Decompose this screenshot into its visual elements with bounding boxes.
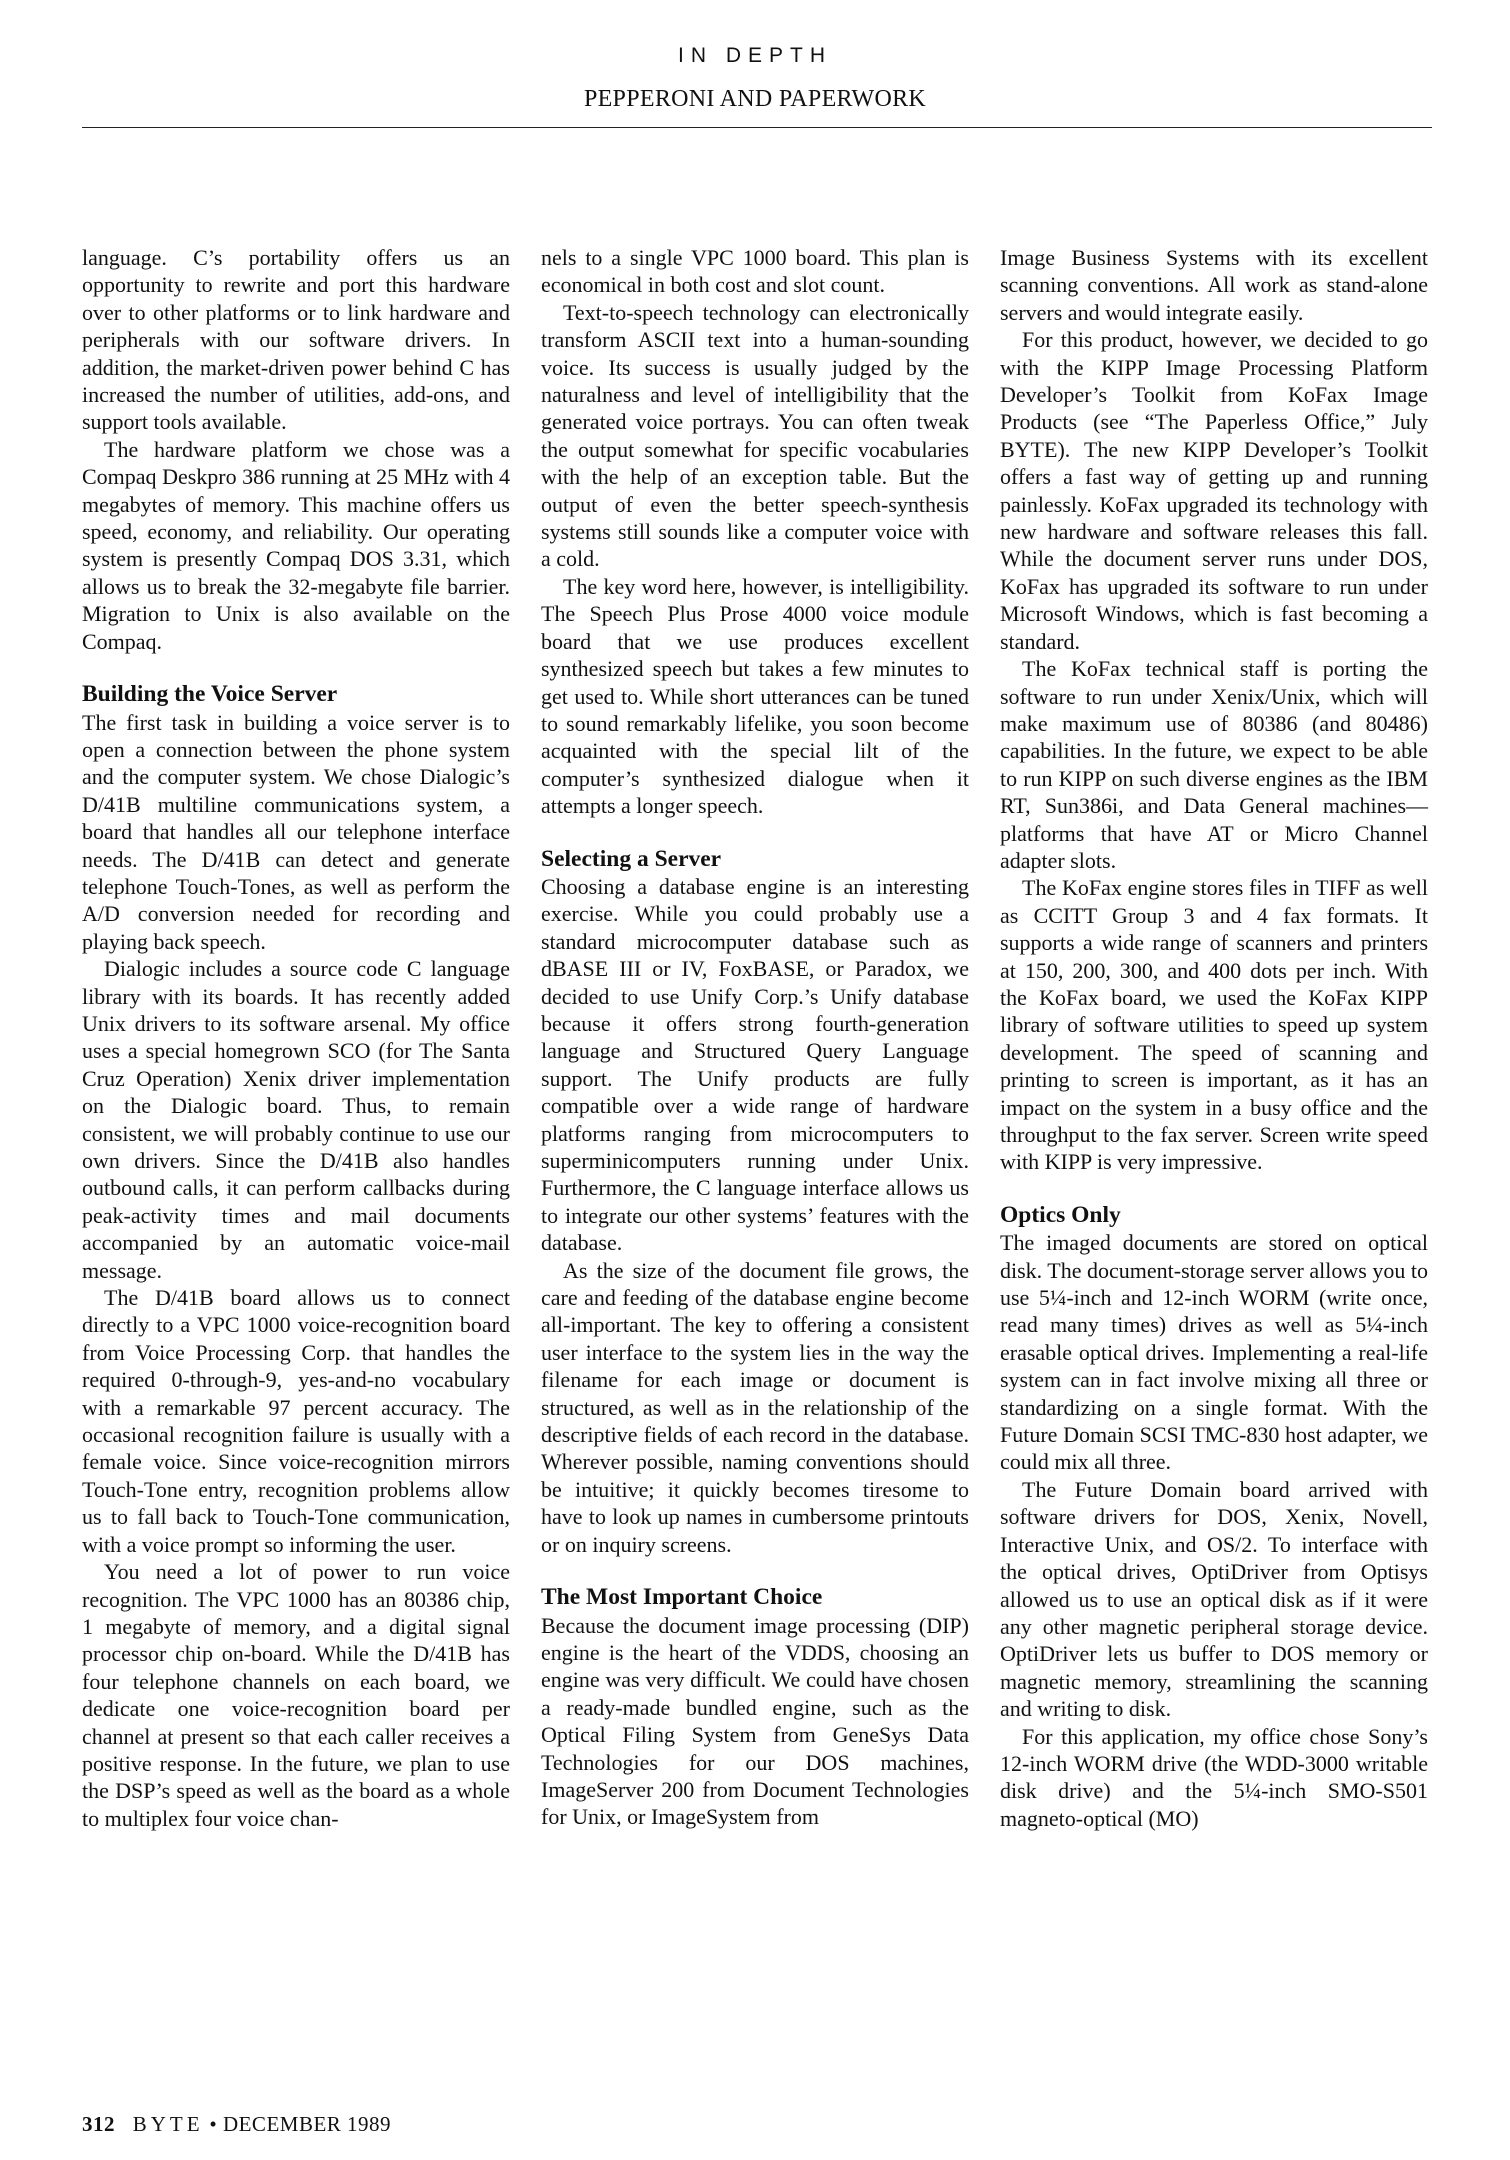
- body-paragraph: Image Business Systems with its excellent scanning conventions. All work as stand-alone servers and would integrate easily.: [1000, 245, 1428, 325]
- body-paragraph: Because the document image processing (DIP) engine is the heart of the VDDS, choosing an engine was very difficult. We could have chosen a ready-made bundled engine, such as the Optical Filing System from GeneSys Data Technologies for our DOS machines, ImageServer 200 from Document Technologies for Unix, or ImageSystem from: [541, 1612, 969, 1830]
- body-paragraph: language. C’s portability offers us an opportunity to rewrite and port this hardware over to other platforms or to link hardware and peripherals with our software drivers. In addition, the market-driven power behind C has increased the number of utilities, add-ons, and support tools available.: [82, 245, 510, 435]
- body-paragraph: The D/41B board allows us to connect directly to a VPC 1000 voice-recognition board from Voice Processing Corp. that handles the required 0-through-9, yes-and-no vocabulary with a remarkable 97 percent accuracy. The occasional recognition failure is usually with a female voice. Since voice-recognition mirrors Touch-Tone entry, recognition problems allow us to fall back to Touch-Tone communication, with a voice prompt so informing the user.: [82, 1285, 510, 1557]
- body-paragraph: You need a lot of power to run voice recognition. The VPC 1000 has an 80386 chip, 1 megabyte of memory, and a digital signal processor chip on-board. While the D/41B has four telephone channels on each board, we dedicate one voice-recognition board per channel at present so that each caller receives a positive response. In the future, we plan to use the DSP’s speed as well as the board as a whole to multiplex four voice chan-: [82, 1559, 510, 1831]
- body-paragraph: For this application, my office chose Sony’s 12-inch WORM drive (the WDD-3000 writable disk drive) and the 5¼-inch SMO-S501 magneto-optical (MO): [1000, 1723, 1428, 1831]
- magazine-name: BYTE: [132, 2112, 204, 2136]
- article-column-2: [541, 244, 969, 1831]
- body-paragraph: Choosing a database engine is an interesting exercise. While you could probably use a standard microcomputer database such as dBASE III or IV, FoxBASE, or Paradox, we decided to use Unify Corp.’s Unify database because it offers strong fourth-generation language and Structured Query Language support. The Unify products are fully compatible over a wide range of hardware platforms ranging from microcomputers to superminicomputers running under Unix. Furthermore, the C language interface allows us to integrate our other systems’ features with the database.: [541, 873, 969, 1256]
- running-title: PEPPERONI AND PAPERWORK: [583, 86, 927, 112]
- body-paragraph: The KoFax engine stores files in TIFF as well as CCITT Group 3 and 4 fax formats. It supports a wide range of scanners and printers at 150, 200, 300, and 400 dots per inch. With the KoFax board, we used the KoFax KIPP library of software utilities to speed up system development. The speed of scanning and printing to screen is important, as it has an impact on the system in a busy office and the throughput to the fax server. Screen write speed with KIPP is very impressive.: [1000, 875, 1428, 1175]
- footer-separator: •: [209, 2112, 218, 2136]
- section-kicker: IN DEPTH: [677, 44, 832, 67]
- body-paragraph: The imaged documents are stored on optical disk. The document-storage server allows you to use 5¼-inch and 12-inch WORM (write once, read many times) drives as well as 5¼-inch erasable optical drives. Implementing a real-life system can in fact involve mixing all three or standardizing on a single format. With the Future Domain SCSI TMC-830 host adapter, we could mix all three.: [1000, 1230, 1428, 1475]
- article-column-1: [82, 244, 510, 1832]
- body-paragraph: Dialogic includes a source code C language library with its boards. It has recently added Unix drivers to its software arsenal. My office uses a special homegrown SCO (for The Santa Cruz Operation) Xenix driver implementation on the Dialogic board. Thus, to remain consistent, we will probably continue to use our own drivers. Since the D/41B also handles outbound calls, it can perform callbacks during peak-activity times and mail documents accompanied by an automatic voice-mail message.: [82, 956, 510, 1283]
- page-number: 312: [82, 2112, 115, 2136]
- body-paragraph: As the size of the document file grows, the care and feeding of the database engine become all-important. The key to offering a consistent user interface to the system lies in the way the filename for each image or document is structured, as well as in the relationship of the descriptive fields of each record in the database. Wherever possible, naming conventions should be intuitive; it quickly becomes tiresome to have to look up names in cumbersome printouts or on inquiry screens.: [541, 1257, 969, 1557]
- body-paragraph: Text-to-speech technology can electronically transform ASCII text into a human-sounding voice. Its success is usually judged by the naturalness and level of intelligibility that the generated voice portrays. You can often tweak the output somewhat for specific vocabularies with the help of an exception table. But the output of even the better speech-synthesis systems still sounds like a computer voice with a cold.: [541, 299, 969, 572]
- body-paragraph: nels to a single VPC 1000 board. This plan is economical in both cost and slot count.: [541, 245, 969, 298]
- page-footer: [82, 2112, 391, 2137]
- body-paragraph: The Future Domain board arrived with software drivers for DOS, Xenix, Novell, Interactive Unix, and OS/2. To interface with the optical drives, OptiDriver from Optisys allowed us to use an optical disk as if it were any other magnetic peripheral storage device. OptiDriver lets us buffer to DOS memory or magnetic memory, streamlining the scanning and writing to disk.: [1000, 1476, 1428, 1722]
- issue-date: DECEMBER 1989: [222, 2112, 392, 2136]
- body-paragraph: The first task in building a voice server is to open a connection between the phone system and the computer system. We chose Dialogic’s D/41B multiline communications system, a board that handles all our telephone interface needs. The D/41B can detect and generate telephone Touch-Tones, as well as perform the A/D conversion needed for recording and playing back speech.: [82, 709, 510, 954]
- body-paragraph: The key word here, however, is intelligibility. The Speech Plus Prose 4000 voice module board that we use produces excellent synthesized speech but takes a few minutes to get used to. While short utterances can be tuned to sound remarkably lifelike, you soon become acquainted with the special lilt of the computer’s synthesized dialogue when it attempts a longer speech.: [541, 573, 969, 819]
- section-heading: Selecting a Server: [541, 845, 722, 872]
- article-column-3: [1000, 244, 1428, 1832]
- section-heading: The Most Important Choice: [541, 1584, 823, 1611]
- section-heading: Building the Voice Server: [82, 681, 338, 708]
- body-paragraph: The hardware platform we chose was a Compaq Deskpro 386 running at 25 MHz with 4 megabytes of memory. This machine offers us speed, economy, and reliability. Our operating system is presently Compaq DOS 3.31, which allows us to break the 32-megabyte file barrier. Migration to Unix is also available on the Compaq.: [82, 436, 510, 654]
- section-heading: Optics Only: [1000, 1201, 1121, 1228]
- header-rule: [82, 127, 1432, 128]
- body-paragraph: For this product, however, we decided to go with the KIPP Image Processing Platform Developer’s Toolkit from KoFax Image Products (see “The Paperless Office,” July BYTE). The new KIPP Developer’s Toolkit offers a fast way of getting up and running painlessly. KoFax upgraded its technology with new hardware and software releases this fall. While the document server runs under DOS, KoFax has upgraded its software to run under Microsoft Windows, which is fast becoming a standard.: [1000, 327, 1428, 654]
- body-paragraph: The KoFax technical staff is porting the software to run under Xenix/Unix, which will make maximum use of 80386 (and 80486) capabilities. In the future, we expect to be able to run KIPP on such diverse engines as the IBM RT, Sun386i, and Data General machines—platforms that have AT or Micro Channel adapter slots.: [1000, 656, 1428, 873]
